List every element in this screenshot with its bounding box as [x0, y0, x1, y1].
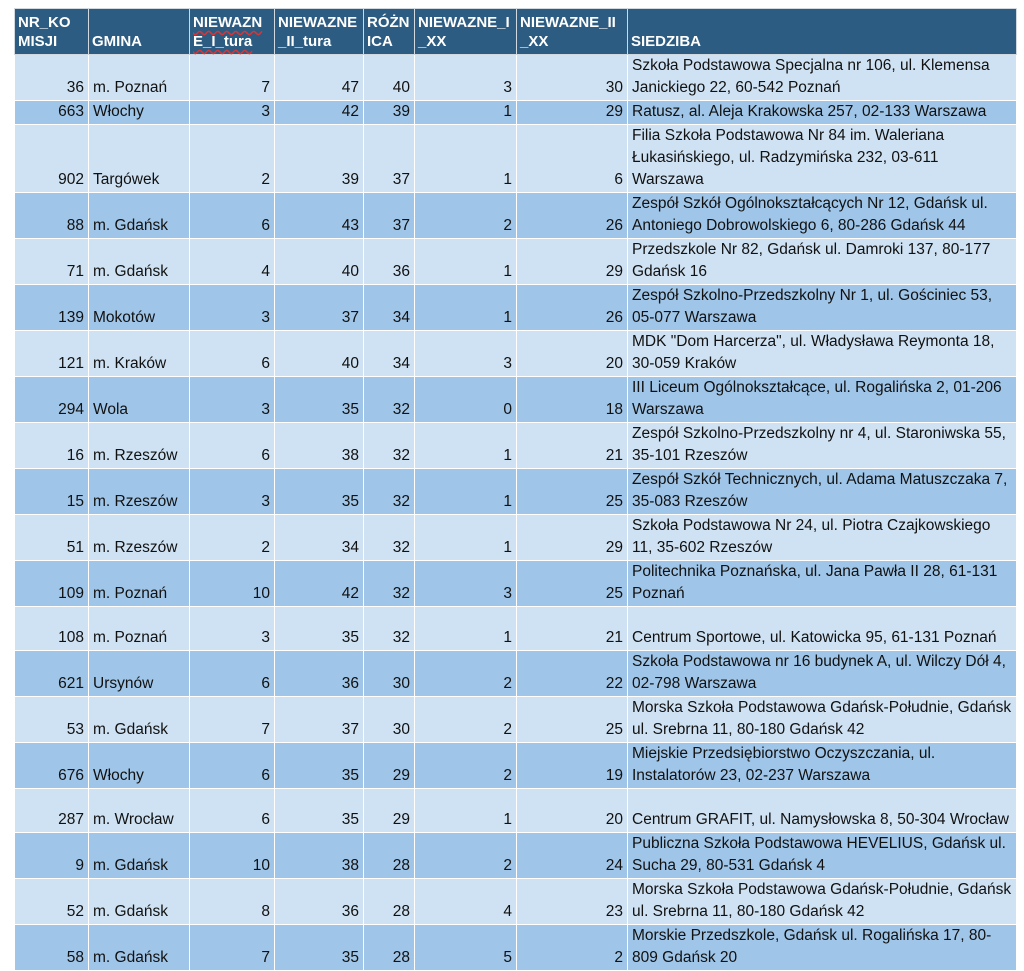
- cell-niewazne-i-tura[interactable]: 3: [190, 377, 275, 423]
- cell-roznica[interactable]: 37: [364, 193, 415, 239]
- cell-niewazne-i-tura[interactable]: 6: [190, 789, 275, 833]
- cell-niewazne-i-tura[interactable]: 3: [190, 469, 275, 515]
- cell-siedziba[interactable]: Przedszkole Nr 82, Gdańsk ul. Damroki 137, 80-177 Gdańsk 16: [628, 239, 1017, 285]
- cell-niewazne-ii-tura[interactable]: 40: [275, 331, 364, 377]
- table-row: [15, 331, 1017, 377]
- cell-roznica[interactable]: 29: [364, 743, 415, 789]
- cell-gmina[interactable]: m. Gdańsk: [89, 697, 190, 743]
- cell-roznica[interactable]: 39: [364, 101, 415, 125]
- cell-nr-komisji[interactable]: 52: [15, 879, 89, 925]
- cell-niewazne-i-xx[interactable]: 1: [415, 789, 517, 833]
- cell-gmina[interactable]: m. Gdańsk: [89, 925, 190, 971]
- cell-roznica[interactable]: 32: [364, 515, 415, 561]
- cell-niewazne-ii-tura[interactable]: 35: [275, 469, 364, 515]
- cell-niewazne-i-xx[interactable]: 3: [415, 331, 517, 377]
- cell-nr-komisji[interactable]: 16: [15, 423, 89, 469]
- cell-gmina[interactable]: m. Wrocław: [89, 789, 190, 833]
- cell-roznica[interactable]: 30: [364, 651, 415, 697]
- cell-gmina[interactable]: m. Gdańsk: [89, 833, 190, 879]
- cell-niewazne-ii-xx[interactable]: 26: [517, 193, 628, 239]
- cell-niewazne-ii-tura[interactable]: 36: [275, 651, 364, 697]
- cell-niewazne-ii-tura[interactable]: 47: [275, 55, 364, 101]
- cell-roznica[interactable]: 34: [364, 331, 415, 377]
- cell-niewazne-ii-xx[interactable]: 22: [517, 651, 628, 697]
- cell-gmina[interactable]: m. Poznań: [89, 607, 190, 651]
- cell-gmina[interactable]: Wola: [89, 377, 190, 423]
- cell-niewazne-ii-tura[interactable]: 40: [275, 239, 364, 285]
- cell-siedziba[interactable]: Zespół Szkolno-Przedszkolny nr 4, ul. Staroniwska 55, 35-101 Rzeszów: [628, 423, 1017, 469]
- header-siedziba[interactable]: SIEDZIBA: [628, 9, 1017, 55]
- cell-roznica[interactable]: 34: [364, 285, 415, 331]
- cell-gmina[interactable]: m. Rzeszów: [89, 469, 190, 515]
- cell-niewazne-ii-xx[interactable]: 30: [517, 55, 628, 101]
- cell-siedziba[interactable]: Zespół Szkół Technicznych, ul. Adama Matuszczaka 7, 35-083 Rzeszów: [628, 469, 1017, 515]
- cell-roznica[interactable]: 32: [364, 377, 415, 423]
- cell-nr-komisji[interactable]: 294: [15, 377, 89, 423]
- cell-niewazne-ii-xx[interactable]: 25: [517, 697, 628, 743]
- cell-roznica[interactable]: 28: [364, 925, 415, 971]
- cell-siedziba[interactable]: Szkoła Podstawowa Nr 24, ul. Piotra Czajkowskiego 11, 35-602 Rzeszów: [628, 515, 1017, 561]
- cell-niewazne-i-xx[interactable]: 1: [415, 125, 517, 193]
- cell-gmina[interactable]: Włochy: [89, 743, 190, 789]
- cell-niewazne-ii-tura[interactable]: 38: [275, 423, 364, 469]
- cell-niewazne-i-xx[interactable]: 2: [415, 651, 517, 697]
- cell-niewazne-i-xx[interactable]: 5: [415, 925, 517, 971]
- cell-niewazne-ii-tura[interactable]: 35: [275, 925, 364, 971]
- cell-nr-komisji[interactable]: 139: [15, 285, 89, 331]
- cell-niewazne-ii-xx[interactable]: 29: [517, 101, 628, 125]
- cell-niewazne-i-tura[interactable]: 6: [190, 331, 275, 377]
- cell-niewazne-ii-tura[interactable]: 35: [275, 377, 364, 423]
- cell-niewazne-ii-tura[interactable]: 42: [275, 101, 364, 125]
- cell-niewazne-i-xx[interactable]: 3: [415, 561, 517, 607]
- table-row: [15, 101, 1017, 125]
- cell-siedziba[interactable]: Szkoła Podstawowa nr 16 budynek A, ul. Wilczy Dół 4, 02-798 Warszawa: [628, 651, 1017, 697]
- cell-niewazne-i-tura[interactable]: 10: [190, 833, 275, 879]
- cell-gmina[interactable]: Włochy: [89, 101, 190, 125]
- table-row: [15, 651, 1017, 697]
- header-gmina[interactable]: GMINA: [89, 9, 190, 55]
- cell-siedziba[interactable]: Ratusz, al. Aleja Krakowska 257, 02-133 Warszawa: [628, 101, 1017, 125]
- cell-niewazne-ii-tura[interactable]: 37: [275, 697, 364, 743]
- table-row: [15, 925, 1017, 971]
- cell-roznica[interactable]: 28: [364, 833, 415, 879]
- cell-siedziba[interactable]: Politechnika Poznańska, ul. Jana Pawła II 28, 61-131 Poznań: [628, 561, 1017, 607]
- cell-roznica[interactable]: 32: [364, 423, 415, 469]
- cell-nr-komisji[interactable]: 676: [15, 743, 89, 789]
- cell-siedziba[interactable]: Morska Szkoła Podstawowa Gdańsk-Południe, Gdańsk ul. Srebrna 11, 80-180 Gdańsk 42: [628, 879, 1017, 925]
- cell-gmina[interactable]: m. Rzeszów: [89, 515, 190, 561]
- cell-niewazne-i-xx[interactable]: 2: [415, 833, 517, 879]
- cell-gmina[interactable]: Targówek: [89, 125, 190, 193]
- cell-nr-komisji[interactable]: 51: [15, 515, 89, 561]
- header-roznica[interactable]: RÓŻNICA: [364, 9, 415, 55]
- cell-roznica[interactable]: 36: [364, 239, 415, 285]
- cell-niewazne-ii-xx[interactable]: 24: [517, 833, 628, 879]
- cell-niewazne-i-tura[interactable]: 3: [190, 101, 275, 125]
- cell-roznica[interactable]: 30: [364, 697, 415, 743]
- cell-roznica[interactable]: 32: [364, 607, 415, 651]
- cell-niewazne-ii-tura[interactable]: 43: [275, 193, 364, 239]
- cell-gmina[interactable]: m. Rzeszów: [89, 423, 190, 469]
- cell-siedziba[interactable]: MDK "Dom Harcerza", ul. Władysława Reymonta 18, 30-059 Kraków: [628, 331, 1017, 377]
- cell-niewazne-ii-xx[interactable]: 26: [517, 285, 628, 331]
- cell-niewazne-i-xx[interactable]: 4: [415, 879, 517, 925]
- cell-niewazne-ii-xx[interactable]: 21: [517, 423, 628, 469]
- cell-nr-komisji[interactable]: 58: [15, 925, 89, 971]
- cell-niewazne-i-tura[interactable]: 2: [190, 125, 275, 193]
- cell-nr-komisji[interactable]: 109: [15, 561, 89, 607]
- table-row: [15, 193, 1017, 239]
- cell-gmina[interactable]: m. Gdańsk: [89, 879, 190, 925]
- cell-siedziba[interactable]: Zespół Szkół Ogólnokształcących Nr 12, Gdańsk ul. Antoniego Dobrowolskiego 6, 80-286 Gdańsk 44: [628, 193, 1017, 239]
- cell-niewazne-ii-tura[interactable]: 35: [275, 743, 364, 789]
- cell-niewazne-ii-xx[interactable]: 6: [517, 125, 628, 193]
- header-niewazne-i-tura-label: NIEWAZNE_I_tura: [193, 14, 263, 50]
- table-row: [15, 469, 1017, 515]
- header-niewazne-i-xx[interactable]: NIEWAZNE_I_XX: [415, 9, 517, 55]
- cell-niewazne-i-xx[interactable]: 1: [415, 607, 517, 651]
- cell-roznica[interactable]: 37: [364, 125, 415, 193]
- cell-niewazne-i-xx[interactable]: 1: [415, 239, 517, 285]
- header-niewazne-ii-xx[interactable]: NIEWAZNE_II_XX: [517, 9, 628, 55]
- cell-niewazne-i-tura[interactable]: 3: [190, 285, 275, 331]
- cell-niewazne-ii-tura[interactable]: 42: [275, 561, 364, 607]
- cell-nr-komisji[interactable]: 621: [15, 651, 89, 697]
- cell-niewazne-ii-tura[interactable]: 37: [275, 285, 364, 331]
- cell-siedziba[interactable]: Centrum Sportowe, ul. Katowicka 95, 61-131 Poznań: [628, 607, 1017, 651]
- cell-niewazne-i-xx[interactable]: 2: [415, 697, 517, 743]
- table-row: [15, 515, 1017, 561]
- header-niewazne-i-tura[interactable]: [190, 9, 275, 55]
- cell-niewazne-ii-xx[interactable]: 29: [517, 515, 628, 561]
- cell-gmina[interactable]: m. Gdańsk: [89, 239, 190, 285]
- cell-niewazne-i-xx[interactable]: 1: [415, 285, 517, 331]
- cell-niewazne-i-tura[interactable]: 6: [190, 423, 275, 469]
- cell-gmina[interactable]: m. Poznań: [89, 561, 190, 607]
- cell-niewazne-i-xx[interactable]: 1: [415, 423, 517, 469]
- table-row: [15, 833, 1017, 879]
- cell-siedziba[interactable]: Zespół Szkolno-Przedszkolny Nr 1, ul. Gościniec 53, 05-077 Warszawa: [628, 285, 1017, 331]
- table-row: [15, 377, 1017, 423]
- table-row: [15, 125, 1017, 193]
- cell-nr-komisji[interactable]: 71: [15, 239, 89, 285]
- table-row: [15, 743, 1017, 789]
- cell-niewazne-ii-xx[interactable]: 25: [517, 469, 628, 515]
- cell-gmina[interactable]: m. Gdańsk: [89, 193, 190, 239]
- table-row: [15, 55, 1017, 101]
- cell-niewazne-ii-xx[interactable]: 23: [517, 879, 628, 925]
- cell-niewazne-i-tura[interactable]: 2: [190, 515, 275, 561]
- cell-siedziba[interactable]: Morska Szkoła Podstawowa Gdańsk-Południe, Gdańsk ul. Srebrna 11, 80-180 Gdańsk 42: [628, 697, 1017, 743]
- cell-niewazne-i-tura[interactable]: 7: [190, 925, 275, 971]
- cell-siedziba[interactable]: Centrum GRAFIT, ul. Namysłowska 8, 50-304 Wrocław: [628, 789, 1017, 833]
- cell-niewazne-i-xx[interactable]: 1: [415, 469, 517, 515]
- cell-niewazne-ii-tura[interactable]: 35: [275, 789, 364, 833]
- cell-niewazne-i-tura[interactable]: 6: [190, 743, 275, 789]
- cell-niewazne-ii-xx[interactable]: 18: [517, 377, 628, 423]
- cell-niewazne-i-tura[interactable]: 3: [190, 607, 275, 651]
- cell-roznica[interactable]: 32: [364, 469, 415, 515]
- cell-niewazne-ii-xx[interactable]: 2: [517, 925, 628, 971]
- header-nr-komisji[interactable]: NR_KO MISJI: [15, 9, 89, 55]
- cell-nr-komisji[interactable]: 121: [15, 331, 89, 377]
- header-row: [15, 9, 1017, 55]
- cell-siedziba[interactable]: Publiczna Szkoła Podstawowa HEVELIUS, Gdańsk ul. Sucha 29, 80-531 Gdańsk 4: [628, 833, 1017, 879]
- cell-gmina[interactable]: Mokotów: [89, 285, 190, 331]
- cell-niewazne-i-xx[interactable]: 1: [415, 515, 517, 561]
- cell-niewazne-ii-tura[interactable]: 39: [275, 125, 364, 193]
- cell-niewazne-i-tura[interactable]: 7: [190, 55, 275, 101]
- cell-nr-komisji[interactable]: 53: [15, 697, 89, 743]
- cell-nr-komisji[interactable]: 15: [15, 469, 89, 515]
- table-row: [15, 607, 1017, 651]
- cell-siedziba[interactable]: Morskie Przedszkole, Gdańsk ul. Rogalińska 17, 80-809 Gdańsk 20: [628, 925, 1017, 971]
- cell-siedziba[interactable]: III Liceum Ogólnokształcące, ul. Rogalińska 2, 01-206 Warszawa: [628, 377, 1017, 423]
- cell-niewazne-ii-tura[interactable]: 38: [275, 833, 364, 879]
- cell-nr-komisji[interactable]: 663: [15, 101, 89, 125]
- table-row: [15, 239, 1017, 285]
- cell-nr-komisji[interactable]: 108: [15, 607, 89, 651]
- cell-niewazne-ii-xx[interactable]: 20: [517, 789, 628, 833]
- cell-niewazne-i-xx[interactable]: 3: [415, 55, 517, 101]
- cell-niewazne-ii-tura[interactable]: 35: [275, 607, 364, 651]
- cell-nr-komisji[interactable]: 902: [15, 125, 89, 193]
- spreadsheet-container: [14, 8, 1017, 971]
- cell-niewazne-i-tura[interactable]: 10: [190, 561, 275, 607]
- cell-niewazne-ii-xx[interactable]: 21: [517, 607, 628, 651]
- cell-siedziba[interactable]: Miejskie Przedsiębiorstwo Oczyszczania, ul. Instalatorów 23, 02-237 Warszawa: [628, 743, 1017, 789]
- table-row: [15, 789, 1017, 833]
- cell-niewazne-i-xx[interactable]: 2: [415, 743, 517, 789]
- cell-niewazne-i-tura[interactable]: 4: [190, 239, 275, 285]
- table-row: [15, 423, 1017, 469]
- cell-siedziba[interactable]: Filia Szkoła Podstawowa Nr 84 im. Waleriana Łukasińskiego, ul. Radzymińska 232, 03-611 Warszawa: [628, 125, 1017, 193]
- cell-gmina[interactable]: m. Kraków: [89, 331, 190, 377]
- cell-siedziba[interactable]: Szkoła Podstawowa Specjalna nr 106, ul. Klemensa Janickiego 22, 60-542 Poznań: [628, 55, 1017, 101]
- cell-niewazne-ii-tura[interactable]: 36: [275, 879, 364, 925]
- cell-niewazne-i-tura[interactable]: 6: [190, 651, 275, 697]
- cell-niewazne-i-tura[interactable]: 6: [190, 193, 275, 239]
- header-niewazne-ii-tura[interactable]: NIEWAZNE_II_tura: [275, 9, 364, 55]
- cell-niewazne-ii-xx[interactable]: 25: [517, 561, 628, 607]
- cell-niewazne-i-xx[interactable]: 0: [415, 377, 517, 423]
- cell-niewazne-i-tura[interactable]: 7: [190, 697, 275, 743]
- cell-niewazne-i-xx[interactable]: 2: [415, 193, 517, 239]
- cell-niewazne-ii-xx[interactable]: 29: [517, 239, 628, 285]
- cell-roznica[interactable]: 40: [364, 55, 415, 101]
- cell-niewazne-ii-xx[interactable]: 20: [517, 331, 628, 377]
- table-row: [15, 879, 1017, 925]
- table-body: [15, 55, 1017, 971]
- data-table: [14, 8, 1017, 971]
- cell-gmina[interactable]: m. Poznań: [89, 55, 190, 101]
- table-row: [15, 285, 1017, 331]
- table-row: [15, 561, 1017, 607]
- cell-niewazne-i-xx[interactable]: 1: [415, 101, 517, 125]
- cell-roznica[interactable]: 32: [364, 561, 415, 607]
- cell-roznica[interactable]: 28: [364, 879, 415, 925]
- table-row: [15, 697, 1017, 743]
- cell-niewazne-i-tura[interactable]: 8: [190, 879, 275, 925]
- cell-niewazne-ii-tura[interactable]: 34: [275, 515, 364, 561]
- cell-nr-komisji[interactable]: 287: [15, 789, 89, 833]
- cell-nr-komisji[interactable]: 9: [15, 833, 89, 879]
- cell-nr-komisji[interactable]: 36: [15, 55, 89, 101]
- cell-niewazne-ii-xx[interactable]: 19: [517, 743, 628, 789]
- cell-roznica[interactable]: 29: [364, 789, 415, 833]
- cell-nr-komisji[interactable]: 88: [15, 193, 89, 239]
- cell-gmina[interactable]: Ursynów: [89, 651, 190, 697]
